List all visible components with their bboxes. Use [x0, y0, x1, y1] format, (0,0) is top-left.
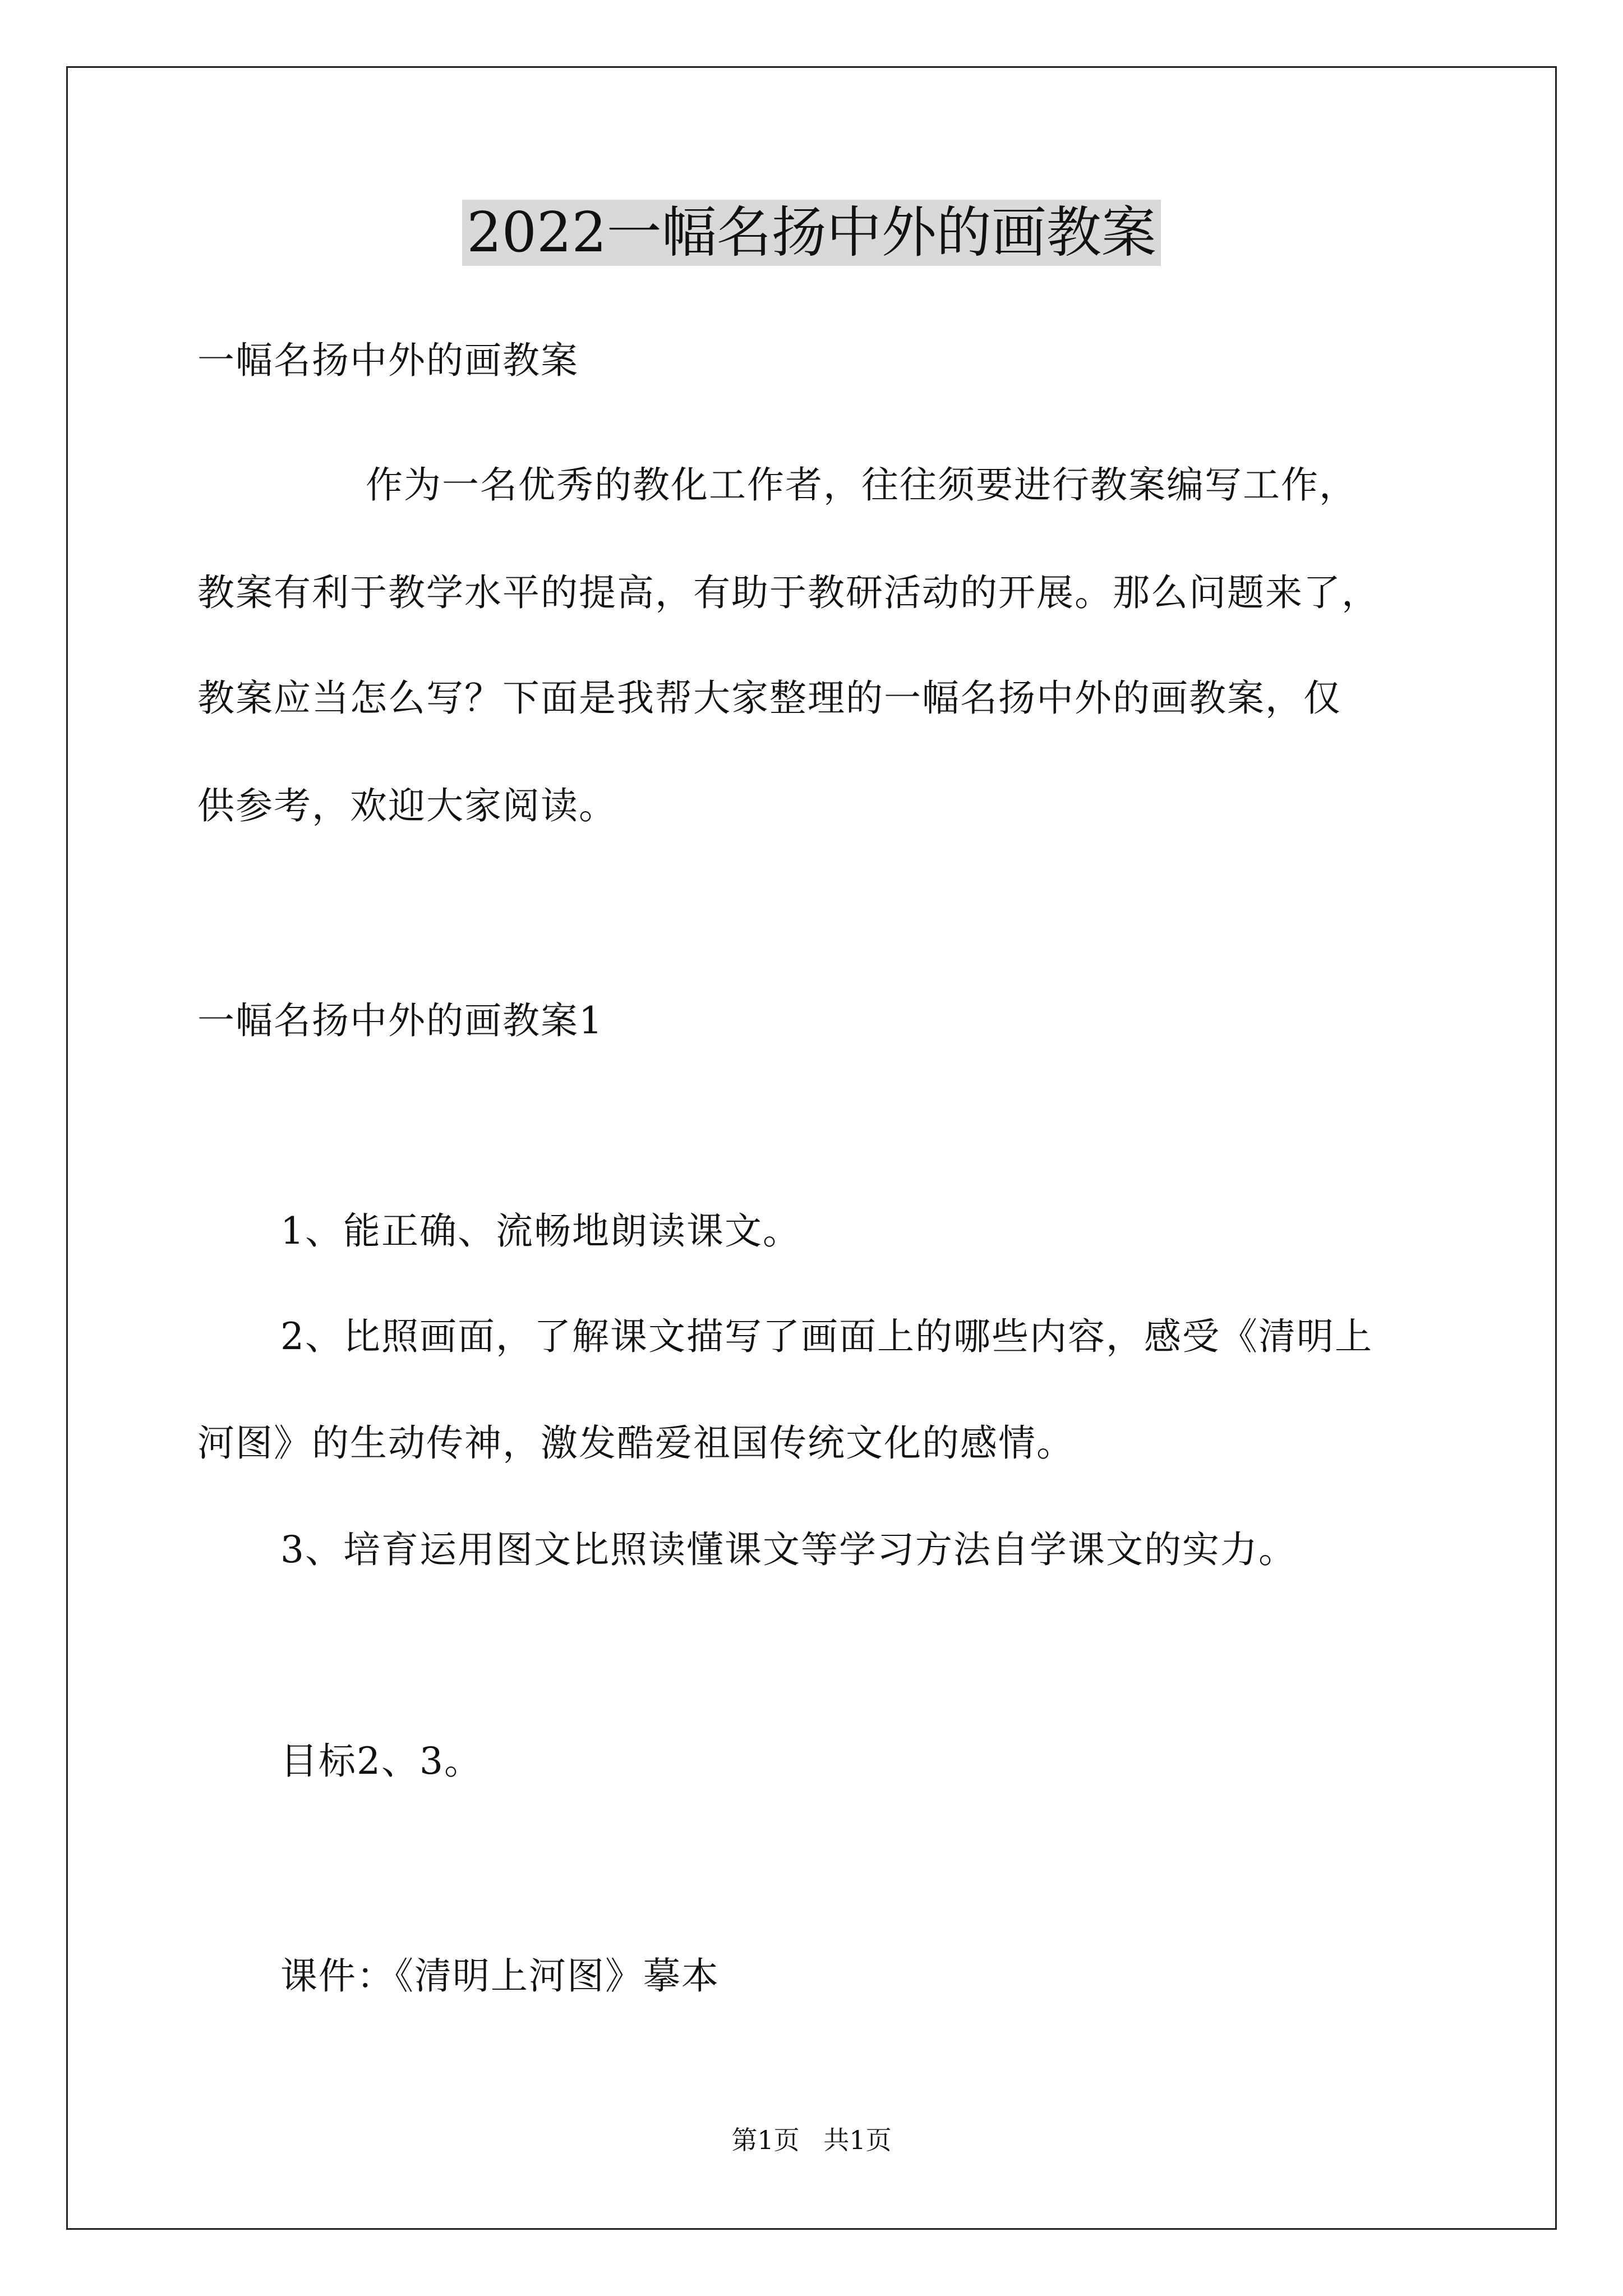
intro-line-3: 教案应当怎么写？下面是我帮大家整理的一幅名扬中外的画教案，仅: [197, 677, 1341, 720]
objective-2-continued: 河图》的生动传神，激发酷爱祖国传统文化的感情。: [197, 1421, 1075, 1465]
intro-line-4: 供参考，欢迎大家阅读。: [197, 784, 617, 827]
page-number-total: 共1页: [823, 2125, 892, 2155]
page-number-current: 第1页: [731, 2125, 800, 2155]
objective-1: 1、能正确、流畅地朗读课文。: [280, 1209, 801, 1253]
intro-line-2: 教案有利于教学水平的提高，有助于教研活动的开展。那么问题来了，: [197, 571, 1380, 614]
section-heading: 一幅名扬中外的画教案1: [197, 999, 603, 1042]
objective-3: 3、培育运用图文比照读懂课文等学习方法自学课文的实力。: [280, 1528, 1297, 1571]
teaching-materials: 课件：《清明上河图》摹本: [280, 1954, 720, 1998]
document-subtitle: 一幅名扬中外的画教案: [197, 339, 579, 382]
page-border: [66, 66, 1557, 2230]
document-title-text: 2022一幅名扬中外的画教案: [462, 200, 1160, 266]
intro-line-1: 作为一名优秀的教化工作者，往往须要进行教案编写工作，: [366, 463, 1357, 507]
document-title: [0, 194, 1623, 272]
objective-2: 2、比照画面，了解课文描写了画面上的哪些内容，感受《清明上: [280, 1315, 1373, 1358]
page-footer: [0, 2123, 1623, 2157]
teaching-focus: 目标2、3。: [280, 1740, 482, 1783]
